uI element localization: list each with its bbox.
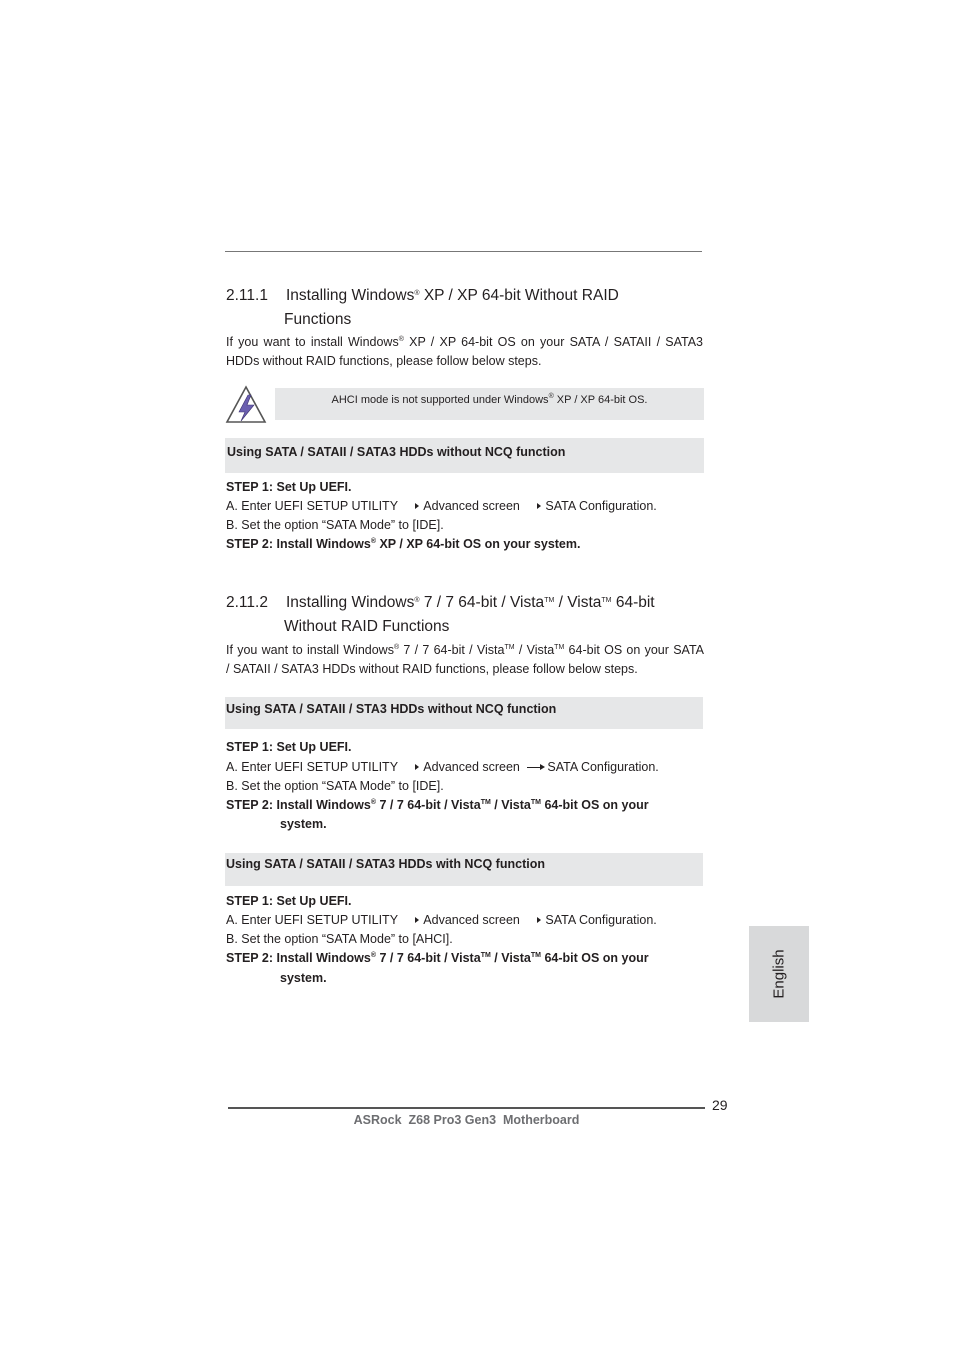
section-2-11-1-intro-line2: HDDs without RAID functions, please follow below steps. [226, 354, 542, 368]
section-2-11-2-heading: 2.11.2 Installing Windows® 7 / 7 64-bit / Vista™ / Vista™ 64-bit [226, 594, 655, 611]
note-text: AHCI mode is not supported under Windows® XP / XP 64-bit OS. [331, 393, 648, 406]
warning-lightning-icon [225, 385, 267, 425]
page-number: 29 [712, 1097, 728, 1113]
section-2-11-2-intro-line2: / SATAII / SATA3 HDDs without RAID functions, please follow below steps. [226, 662, 638, 676]
arrow-right-icon [527, 767, 543, 768]
b2-step-b: B. Set the option “SATA Mode” to [AHCI]. [226, 932, 453, 946]
section-2-11-1-intro: If you want to install Windows® XP / XP 64-bit OS on your SATA / SATAII / SATA3 [226, 335, 704, 349]
triangle-pointer-icon [415, 917, 419, 923]
ncq-off-bar-title: Using SATA / SATAII / SATA3 HDDs without NCQ function [227, 445, 566, 459]
footer-product: ASRock Z68 Pro3 Gen3 Motherboard [353, 1113, 580, 1127]
b2-step2-line2: system. [280, 971, 327, 985]
step-a: A. Enter UEFI SETUP UTILITY Advanced screen SATA Configuration. [226, 499, 657, 513]
b1-step2-line2: system. [280, 817, 327, 831]
b1-step-a: A. Enter UEFI SETUP UTILITY Advanced screen SATA Configuration. [226, 760, 659, 774]
step1-heading: STEP 1: Set Up UEFI. [226, 480, 352, 494]
b1-step1-heading: STEP 1: Set Up UEFI. [226, 740, 352, 754]
step-b: B. Set the option “SATA Mode” to [IDE]. [226, 518, 444, 532]
language-tab-label: English [770, 949, 788, 999]
top-divider [225, 251, 702, 252]
triangle-pointer-icon [537, 917, 541, 923]
section-2-11-2-intro: If you want to install Windows® 7 / 7 64-bit / Vista™ / Vista™ 64-bit OS on your SATA [226, 643, 704, 657]
section-2-11-2-heading-line2: Without RAID Functions [284, 618, 450, 635]
b2-step2-heading: STEP 2: Install Windows® 7 / 7 64-bit / Vista™ / Vista™ 64-bit OS on your [226, 951, 649, 965]
b2-step-a: A. Enter UEFI SETUP UTILITY Advanced screen SATA Configuration. [226, 913, 657, 927]
triangle-pointer-icon [537, 503, 541, 509]
triangle-pointer-icon [415, 503, 419, 509]
footer-divider [228, 1107, 705, 1109]
ncq-on-bar-title: Using SATA / SATAII / SATA3 HDDs with NCQ function [226, 857, 545, 871]
section-2-11-1-heading-line2: Functions [284, 311, 352, 328]
b1-step-b: B. Set the option “SATA Mode” to [IDE]. [226, 779, 444, 793]
language-tab [749, 926, 809, 1022]
step2-heading: STEP 2: Install Windows® XP / XP 64-bit OS on your system. [226, 537, 581, 551]
ncq-off-bar-2-title: Using SATA / SATAII / STA3 HDDs without NCQ function [226, 702, 557, 716]
b2-step1-heading: STEP 1: Set Up UEFI. [226, 894, 352, 908]
section-2-11-1-heading: 2.11.1 Installing Windows® XP / XP 64-bit Without RAID [226, 287, 619, 304]
triangle-pointer-icon [415, 764, 419, 770]
b1-step2-heading: STEP 2: Install Windows® 7 / 7 64-bit / Vista™ / Vista™ 64-bit OS on your [226, 798, 649, 812]
